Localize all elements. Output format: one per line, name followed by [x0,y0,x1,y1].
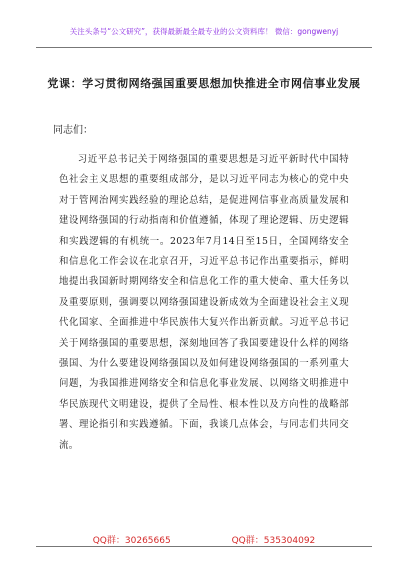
footer-qq-group-2: QQ群：535304092 [231,536,316,546]
footer-contacts [0,533,408,546]
footer-qq-group-1: QQ群：30265665 [92,536,171,546]
header-divider [36,47,372,48]
salutation: 同志们： [53,125,93,136]
header-banner: 关注头条号“公文研究”，获得最新最全最专业的公文资料库！ 微信：gongwenyj [69,27,339,36]
body-paragraph: 习近平总书记关于网络强国的重要思想是习近平新时代中国特色社会主义思想的重要组成部分，是以习近平同志为核心的党中央对于管网治网实践经验的理论总结，是促进网信事业高质量发展和建设网络强国的行动指南和价值遵循，体现了理论逻辑、历史逻辑和实践逻辑的有机统一。2023年7月14日至15日，全国网络安全和信息化工作会议在北京召开，习近平总书记作出重要指示，鲜明地提出我国新时期网络安全和信息化工作的重大使命、重大任务以及重要原则，强调要以网络强国建设新成效为全面建设社会主义现代化国家、全面推进中华民族伟大复兴作出新贡献。习近平总书记关于网络强国的重要思想，深刻地回答了我国要建设什么样的网络强国、为什么要建设网络强国以及如何建设网络强国的一系列重大问题，为我国推进网络安全和信息化事业发展、以网络文明推进中华民族现代文明建设，提供了全局性、根本性以及方向性的战略部署、理论指引和实践遵循。下面，我谈几点体会，与同志们共同交流。 [59,154,349,451]
document-title: 党课：学习贯彻网络强国重要思想加快推进全市网信事业发展 [47,77,361,90]
footer-divider [36,546,372,547]
